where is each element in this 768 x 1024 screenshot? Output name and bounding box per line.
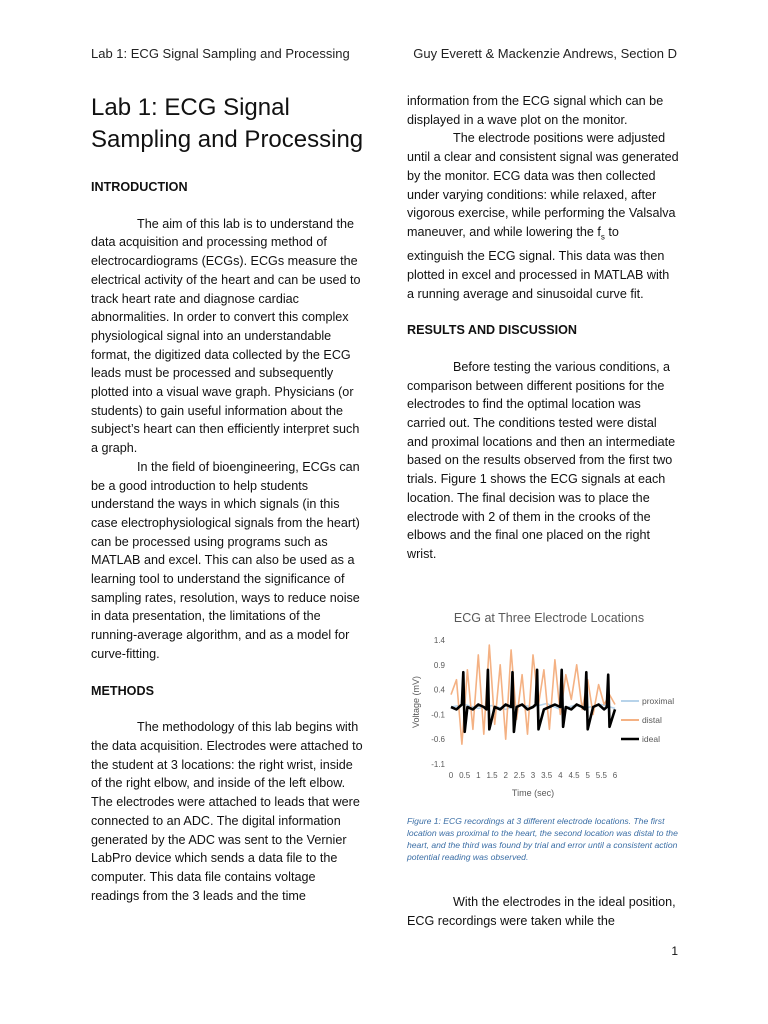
running-header-title: Lab 1: ECG Signal Sampling and Processing	[91, 46, 350, 61]
legend-label-proximal: proximal	[642, 696, 675, 707]
x-tick-label: 3.5	[541, 771, 553, 780]
x-tick-label: 2.5	[513, 771, 525, 780]
x-tick-label: 2	[503, 771, 508, 780]
x-tick-label: 3	[530, 771, 536, 780]
introduction-paragraph-2: In the field of bioengineering, ECGs can be a good introduction to help students understand the ways in which signals (in this case electrophysiological signals from the heart) can be processed using programs such as MATLAB and excel. This can also be used as a learning tool to understand the significance of sampling rates, resolution, ways to reduce noise in data presentation, the limitations of the running-average algorithm, and as a model for curve-fitting.	[91, 459, 360, 661]
running-header-authors: Guy Everett & Mackenzie Andrews, Section D	[413, 46, 677, 61]
methods-heading: METHODS	[91, 683, 154, 698]
x-axis-label: Time (sec)	[511, 788, 555, 798]
methods-paragraph-2-part-b: to extinguish the ECG signal. This data was then plotted in excel and processed in MATLAB with a running average and sinusoidal curve fit.	[407, 224, 670, 301]
x-tick-label: 4.5	[568, 771, 580, 780]
x-tick-label: 1.5	[486, 771, 498, 780]
results-paragraph-2	[407, 893, 679, 930]
methods-paragraph-2	[407, 129, 679, 303]
y-tick-label: 0.4	[433, 685, 445, 695]
x-tick-label: 0	[448, 771, 454, 780]
y-tick-label: -0.6	[431, 735, 445, 745]
introduction-heading: INTRODUCTION	[91, 180, 188, 194]
x-tick-label: 0.5	[459, 771, 471, 780]
fs-subscript: s	[600, 232, 605, 242]
results-paragraph-2-text: With the electrodes in the ideal position, ECG recordings were taken while the	[407, 895, 676, 928]
methods-paragraph-1-continued: information from the ECG signal which can be displayed in a wave plot on the monitor.	[407, 94, 664, 127]
introduction-paragraph-1: The aim of this lab is to understand the data acquisition and processing method of electrocardiograms (ECGs). ECGs measure the electrical activity of the heart and can be used to track heart rate and diagnose cardiac abnormalities. In order to convert this complex physiological signal into an understandable format, the digitized data collected by the ECG leads must be processed and subsequently plotted into a visual wave graph. Physicians (or students) to gain useful information about the subject’s heart can then efficiently interpret such a graph.	[91, 216, 361, 456]
page-number: 1	[671, 944, 678, 958]
series-line-distal	[451, 645, 615, 744]
title-line-1: Lab 1: ECG Signal	[91, 94, 290, 121]
legend-label-ideal: ideal	[642, 734, 660, 745]
x-tick-label: 1	[476, 771, 481, 780]
right-column	[407, 92, 679, 564]
ecg-chart	[407, 604, 687, 814]
ecg-chart-svg	[407, 604, 687, 814]
page-title	[91, 92, 365, 156]
x-tick-label: 4	[558, 771, 563, 780]
title-line-2: Sampling and Processing	[91, 126, 364, 153]
results-heading: RESULTS AND DISCUSSION	[407, 323, 578, 338]
chart-title: ECG at Three Electrode Locations	[453, 611, 645, 625]
left-column	[91, 92, 365, 905]
y-tick-label: -1.1	[431, 760, 445, 769]
y-tick-label: -0.1	[431, 710, 445, 720]
methods-paragraph-2-part-a: The electrode positions were adjusted until a clear and consistent signal was generated by the monitor. ECG data was then collected under varying conditions: while relaxed, after vigorous exercise, while performing the Valsalva maneuver, and while lowering the f	[407, 131, 679, 239]
results-paragraph-1: Before testing the various conditions, a comparison between different positions for the electrodes to find the optimal location was carried out. The conditions tested were distal and proximal locations and then an intermediate based on the results observed from the first two trials. Figure 1 shows the ECG signals at each location. The final decision was to place the electrode with 2 of them in the crooks of the elbows and the final one placed on the right wrist.	[407, 359, 676, 561]
methods-paragraph-1: The methodology of this lab begins with the data acquisition. Electrodes were attached to the student at 3 locations: the right wrist, inside of the right elbow, and inside of the left elbow. The electrodes were attached to leads that were connected to an ADC. The digital information generated by the ADC was sent to the Vernier LabPro device which sends a data file to the computer. This data file contains voltage readings from the 3 leads and the time	[91, 720, 363, 903]
x-tick-label: 6	[612, 771, 618, 780]
figure-caption: Figure 1: ECG recordings at 3 different electrode locations. The first location was proximal to the heart, the second location was distal to the heart, and the third was found by trial and error until a consistent action potential reading was observed.	[407, 816, 678, 862]
y-axis-label: Voltage (mV)	[411, 675, 421, 729]
x-tick-label: 5.5	[595, 771, 607, 780]
legend-label-distal: distal	[642, 715, 662, 726]
y-tick-label: 1.4	[433, 636, 445, 645]
y-tick-label: 0.9	[433, 660, 445, 670]
x-tick-label: 5	[585, 771, 590, 780]
